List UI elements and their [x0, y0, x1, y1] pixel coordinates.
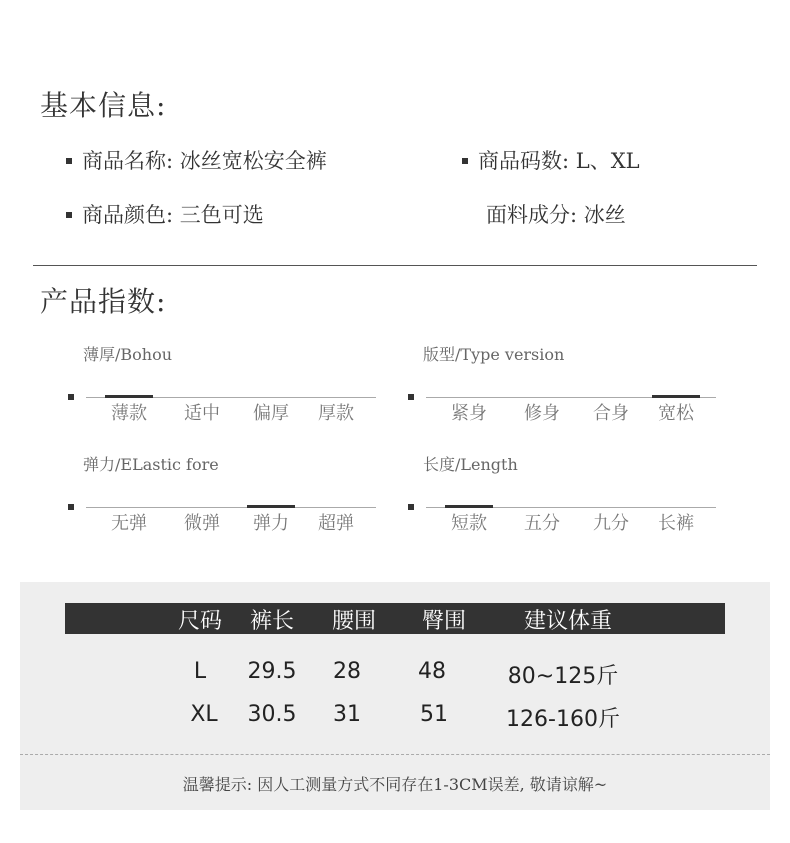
bullet-icon: [66, 158, 72, 164]
section-divider: [33, 265, 757, 266]
table-cell: 29.5: [247, 659, 297, 684]
indicator-option: 适中: [184, 403, 220, 424]
indicator-label: 版型/Type version: [423, 345, 565, 364]
indicators-title: 产品指数:: [40, 285, 167, 318]
indicator-option: 修身: [524, 403, 560, 424]
info-item-color: 商品颜色: 三色可选: [66, 199, 264, 229]
indicator-option: 薄款: [111, 403, 147, 424]
table-cell: 126-160斤: [506, 707, 620, 732]
header-waist: 腰围: [331, 609, 376, 634]
indicator-bullet-icon: [408, 504, 414, 510]
indicator-selected-marker: [445, 505, 493, 508]
indicator-selected-marker: [247, 505, 295, 508]
basic-info-title: 基本信息:: [40, 89, 167, 122]
indicator-option: 偏厚: [253, 403, 289, 424]
indicator-option: 长裤: [658, 513, 694, 534]
bullet-icon: [66, 212, 72, 218]
bullet-icon: [462, 158, 468, 164]
table-cell: XL: [190, 702, 218, 727]
table-cell: 48: [418, 659, 446, 684]
dashed-divider: [20, 754, 770, 755]
indicator-label: 弹力/ELastic fore: [83, 455, 219, 474]
table-cell: 31: [333, 702, 361, 727]
header-hip: 臀围: [421, 609, 466, 634]
indicator-option: 紧身: [451, 403, 487, 424]
table-cell: L: [193, 659, 207, 684]
indicator-selected-marker: [105, 395, 153, 398]
header-weight: 建议体重: [523, 609, 612, 634]
indicator-option: 宽松: [658, 403, 694, 424]
indicator-scale-line: [86, 507, 376, 508]
indicator-option: 厚款: [318, 403, 354, 424]
indicator-label: 薄厚/Bohou: [83, 345, 173, 364]
indicator-bullet-icon: [68, 394, 74, 400]
header-size: 尺码: [177, 609, 222, 634]
indicator-bullet-icon: [408, 394, 414, 400]
indicator-selected-marker: [652, 395, 700, 398]
indicator-option: 无弹: [111, 513, 147, 534]
indicator-option: 合身: [593, 403, 629, 424]
info-item-name: 商品名称: 冰丝宽松安全裤: [66, 145, 327, 175]
indicator-option: 九分: [593, 513, 629, 534]
table-cell: 28: [333, 659, 361, 684]
table-cell: 80~125斤: [507, 664, 619, 689]
info-item-size: 商品码数: L、XL: [462, 145, 640, 175]
table-cell: 51: [420, 702, 448, 727]
indicator-label: 长度/Length: [423, 455, 518, 474]
info-item-fabric: 面料成分: 冰丝: [486, 203, 626, 227]
header-length: 裤长: [249, 609, 294, 634]
measurement-note: 温馨提示: 因人工测量方式不同存在1-3CM误差, 敬请谅解~: [182, 775, 608, 794]
indicator-bullet-icon: [68, 504, 74, 510]
indicator-option: 微弹: [184, 513, 220, 534]
indicator-option: 弹力: [253, 513, 289, 534]
indicator-option: 超弹: [318, 513, 354, 534]
indicator-option: 五分: [524, 513, 560, 534]
indicator-option: 短款: [451, 513, 487, 534]
table-cell: 30.5: [247, 702, 297, 727]
